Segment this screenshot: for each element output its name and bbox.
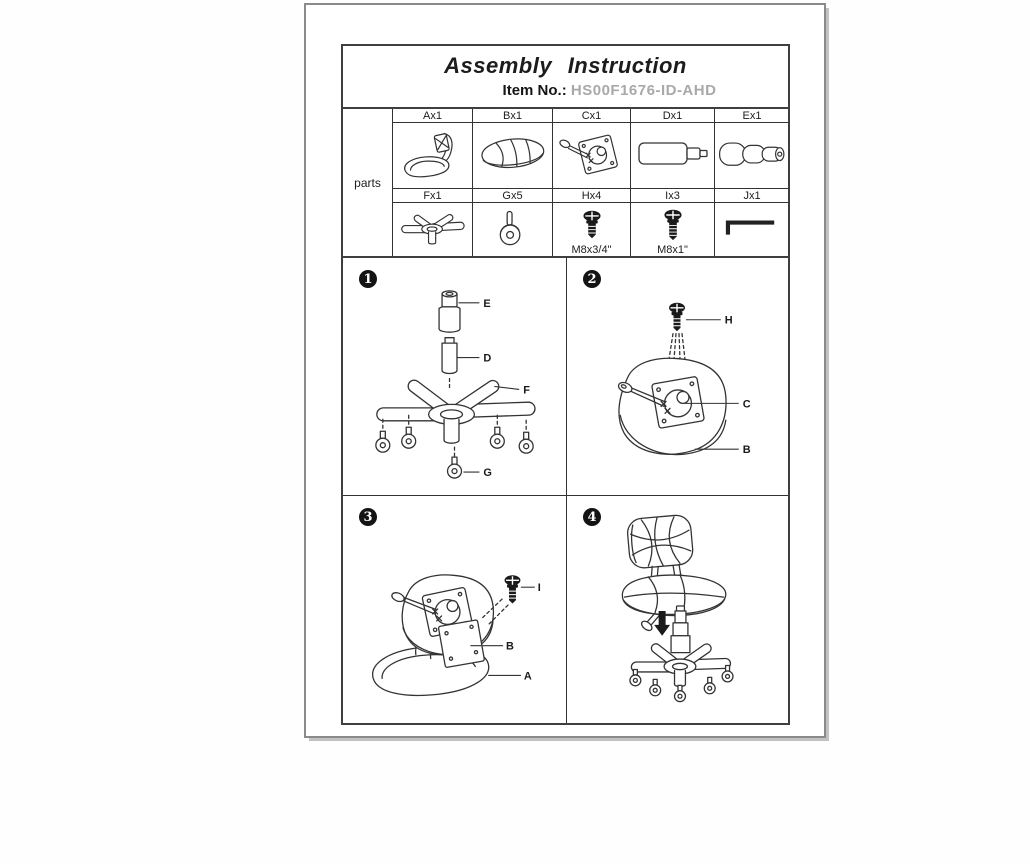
step-4-number-badge: 4 [583,508,601,526]
frame-bracket [438,620,484,668]
mechanism-plate-icon [554,126,630,186]
label-g: G [483,467,492,480]
part-code-a: Ax1 [392,109,472,123]
gas-lift-icon [633,129,713,183]
screw-h-icon [554,204,630,244]
step-3-cell [343,496,567,723]
part-d-cell [630,123,714,189]
screw-h-size: M8x3/4" [571,243,612,256]
seat-cushion-icon [474,126,552,186]
step-2-diagram [567,258,788,495]
screw-i-icon [635,204,711,244]
label-a: A [523,670,532,683]
item-no-label: Item No.: [502,82,567,99]
part-code-g: Gx5 [472,189,552,203]
part-code-i: Ix3 [630,189,714,203]
part-code-e: Ex1 [714,109,789,123]
label-f: F [523,384,530,397]
base-assembly [630,606,733,702]
page-title: Assembly Instruction [444,53,687,78]
label-b: B [742,444,751,457]
cylinder-cover-part [439,291,460,332]
step-3-diagram [343,496,566,723]
part-i-cell [630,203,714,256]
step-2-number-badge: 2 [583,270,601,288]
label-i: I [537,582,541,595]
title-block [343,46,788,107]
screw-part [505,575,521,603]
part-code-d: Dx1 [630,109,714,123]
step-1-number-badge: 1 [359,270,377,288]
five-star-base-part [377,378,535,443]
label-c: C [742,398,751,411]
assembly-steps [343,256,788,723]
step-2-cell [567,258,788,496]
part-code-j: Jx1 [714,189,789,203]
step-1-cell [343,258,567,496]
content-frame [341,44,790,725]
part-g-cell [472,203,552,256]
part-code-c: Cx1 [552,109,630,123]
step-3-number-badge: 3 [359,508,377,526]
five-star-base-icon [394,205,472,255]
part-code-b: Bx1 [472,109,552,123]
parts-table [343,107,788,256]
instruction-sheet [304,3,826,738]
allen-key-icon [715,205,789,255]
assembled-chair-top [622,514,725,632]
gas-lift-part [442,338,457,374]
part-code-f: Fx1 [392,189,472,203]
item-number-line [387,82,832,99]
part-b-cell [472,123,552,189]
part-h-cell [552,203,630,256]
part-f-cell [392,203,472,256]
part-a-cell [392,123,472,189]
part-j-cell [714,203,789,256]
part-e-cell [714,123,789,189]
label-e: E [483,297,491,310]
back-frame-icon [394,126,472,186]
parts-section-label: parts [354,175,381,190]
part-c-cell [552,123,630,189]
screw-i-size: M8x1" [657,243,688,256]
part-code-h: Hx4 [552,189,630,203]
item-no-value: HS00F1676-ID-AHD [570,82,717,99]
label-b: B [506,640,514,653]
label-h: H [724,314,733,327]
step-4-diagram [567,496,788,723]
cylinder-cover-icon [715,129,789,183]
step-4-cell [567,496,788,723]
screw-part [669,303,685,331]
step-1-diagram [343,258,566,495]
caster-icon [474,205,552,255]
label-d: D [483,352,492,365]
